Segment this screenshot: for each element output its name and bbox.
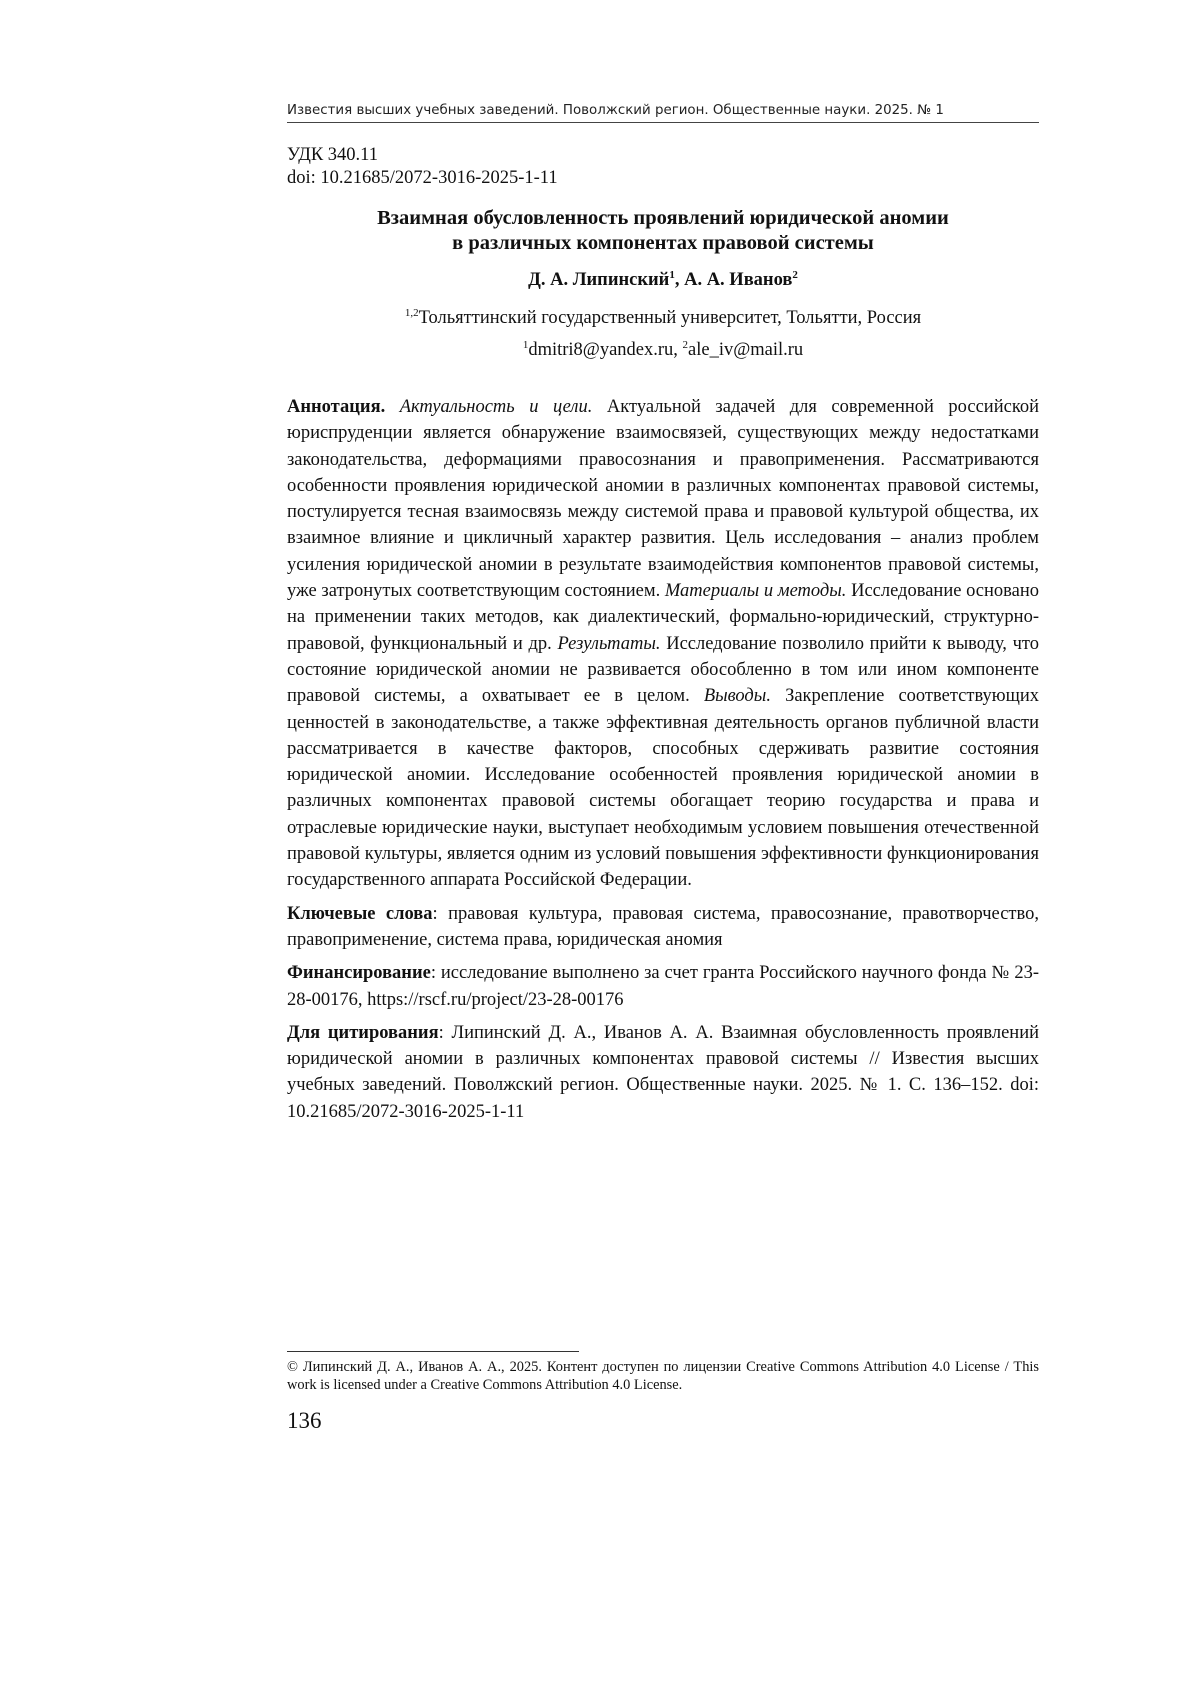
author-2: А. А. Иванов [684,270,793,290]
keywords-label: Ключевые слова [287,903,433,924]
affiliation-text: Тольяттинский государственный университет, Тольятти, Россия [418,308,922,328]
footnote-divider [287,1351,579,1352]
keywords [287,901,1039,954]
article-title-line-2: в различных компонентах правовой системы [452,232,874,254]
article-title [287,206,1039,256]
conclusions-label: Выводы. [703,686,771,707]
article-meta [287,144,558,190]
relevance-label: Актуальность и цели. [399,397,593,417]
emails [287,340,1039,361]
citation [287,1020,1039,1125]
author-separator: , [674,270,685,290]
doi: doi: 10.21685/2072-3016-2025-1-11 [287,168,558,188]
running-header: Известия высших учебных заведений. Поволжский регион. Общественные науки. 2025. № 1 [287,103,1039,123]
email-2-marker: 2 [682,339,689,351]
conclusions-text: Закрепление соответствующих ценностей в законодательстве, а также эффективная деятельность органов публичной власти рассматривается в качестве факторов, способных сдерживать развитие состояния юридической аномии. Исследование особенностей проявления юридической аномии в различных компонентах правовой системы обогащает теорию государства и права и отраслевые юридические науки, выступает необходимым условием повышения отечественной правовой культуры, является одним из условий повышения эффективности функционирования государственного аппарата Российской Федерации. [287,686,1040,891]
email-1[interactable]: dmitri8@yandex.ru, [528,340,683,360]
results-label: Результаты. [557,633,661,654]
license-footnote: © Липинский Д. А., Иванов А. А., 2025. Контент доступен по лицензии Creative Commons Attribution 4.0 License / This work is licensed under a Creative Commons Attribution 4.0 License. [287,1359,1039,1393]
funding-text: : исследование выполнено за счет гранта Российского научного фонда № 23-28-00176, https://rscf.ru/project/23-28-00176 [287,963,1039,1010]
results-text: Исследование позволило прийти к выводу, что состояние юридической аномии не развивается обособленно в том или ином компоненте правовой системы, а охватывает ее в целом. [287,633,1040,707]
email-2[interactable]: ale_iv@mail.ru [688,340,804,360]
abstract-label: Аннотация. [287,397,386,417]
relevance-text: Актуальной задачей для современной российской юриспруденции является обнаружение взаимосвязей, существующих между недостатками законодательства, деформациями правосознания и правоприменения. Рассматриваются особенности проявления юридической аномии в различных компонентах правовой системы, постулируется тесная взаимосвязь между системой права и правовой культурой общества, их взаимное влияние и цикличный характер развития. Цель исследования – анализ проблем усиления юридической аномии в результате взаимодействия компонентов правовой системы, уже затронутых соответствующим состоянием. [287,397,1040,602]
article-title-line-1: Взаимная обусловленность проявлений юридической аномии [377,207,949,229]
methods-label: Материалы и методы. [664,581,847,602]
author-2-marker: 2 [792,269,798,281]
article-front-matter [287,394,1039,1132]
abstract [287,394,1039,894]
funding-label: Финансирование [287,963,431,984]
methods-text: Исследование основано на применении таких методов, как диалектический, формально-юридический, структурно-правовой, функциональный и др. [287,581,1040,654]
affiliation-marker: 1,2 [404,307,419,319]
citation-text: : Липинский Д. А., Иванов А. А. Взаимная обусловленность проявлений юридической аномии в различных компонентах правовой системы // Известия высших учебных заведений. Поволжский регион. Общественные науки. 2025. № 1. С. 136–152. doi: 10.21685/2072-3016-2025-1-11 [287,1022,1040,1122]
authors [287,270,1039,291]
citation-label: Для цитирования [287,1022,439,1043]
author-1: Д. А. Липинский [528,270,670,290]
funding [287,960,1039,1013]
email-1-marker: 1 [522,339,529,351]
udc-code: УДК 340.11 [287,145,379,165]
author-1-marker: 1 [669,269,675,281]
keywords-text: : правовая культура, правовая система, правосознание, правотворчество, правоприменение, система права, юридическая аномия [287,903,1039,950]
page-number: 136 [287,1408,322,1433]
affiliation [287,308,1039,329]
